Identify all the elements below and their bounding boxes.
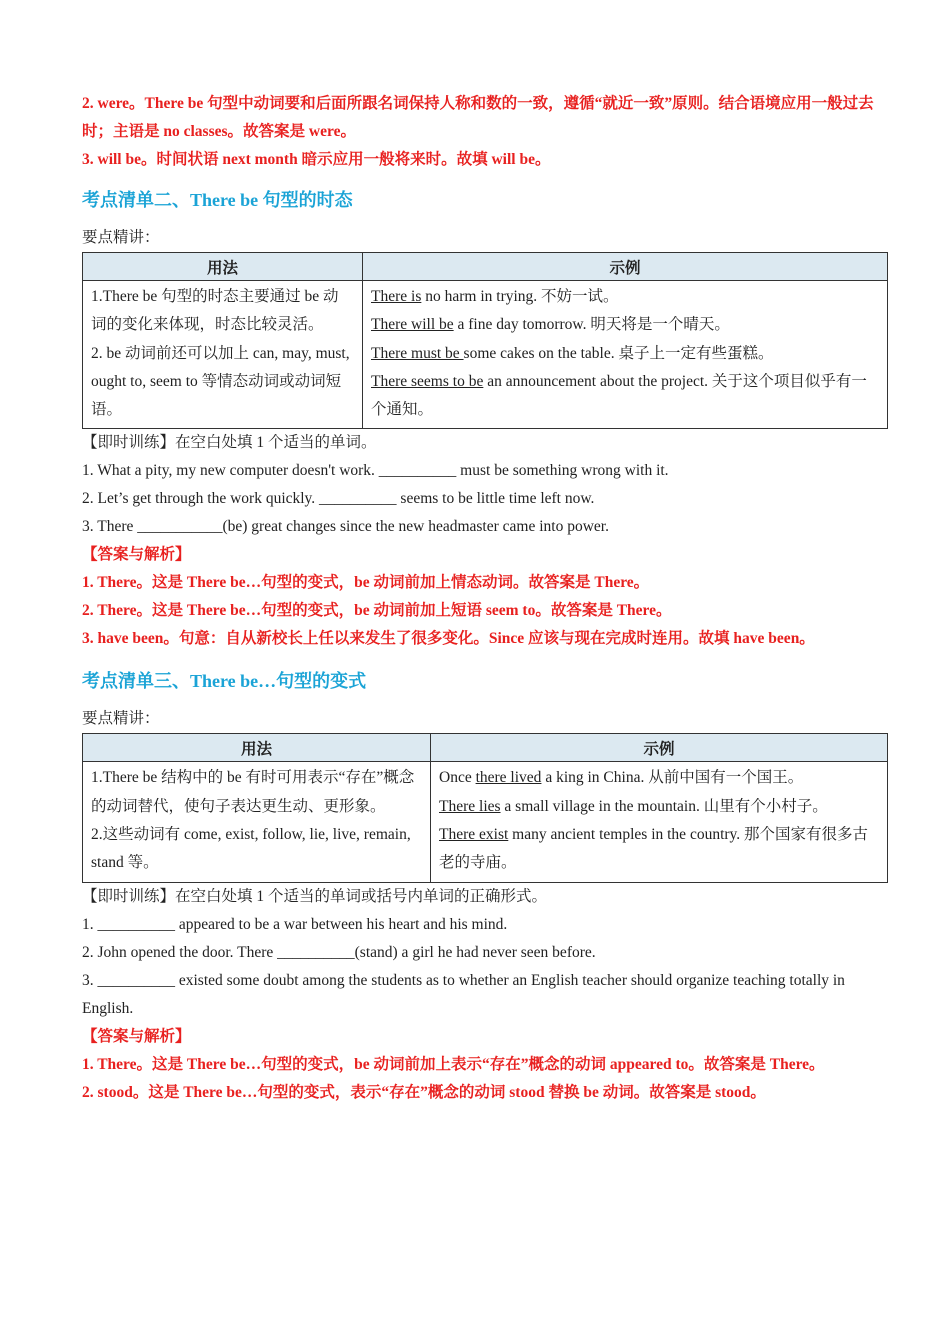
example-text: a fine day tomorrow. 明天将是一个晴天。: [453, 316, 730, 334]
example-underlined: There exist: [439, 826, 509, 844]
example-line: [371, 283, 879, 311]
answer-title: 【答案与解析】: [82, 546, 191, 564]
answer-line: 1. There。这是 There be…句型的变式，be 动词前加上情态动词。故答案是 There。: [82, 574, 650, 592]
practice-item: 1. __________ appeared to be a war between his heart and his mind.: [82, 915, 508, 933]
example-text: a small village in the mountain. 山里有个小村子。: [500, 797, 828, 815]
answer-line: 3. have been。句意：自从新校长上任以来发生了很多变化。Since 应该与现在完成时连用。故填 have been。: [82, 630, 815, 648]
example-cell: [363, 281, 888, 429]
example-cell: [431, 762, 888, 882]
example-text: an announcement about the project. 关于这个项目似乎有一个通知。: [371, 372, 867, 419]
example-underlined: there lived: [475, 769, 542, 787]
example-underlined: There seems to be: [371, 372, 484, 390]
practice-item: 3. __________ existed some doubt among the students as to whether an English teacher should organize teaching totally in English.: [82, 971, 845, 1017]
section2-label: 要点精讲：: [82, 229, 160, 246]
example-text: many ancient temples in the country. 那个国家有很多古老的寺庙。: [439, 826, 869, 872]
usage-cell: [83, 762, 431, 882]
example-column-header: 示例: [431, 734, 888, 762]
answer-line: 2. stood。这是 There be…句型的变式，表示“存在”概念的动词 stood 替换 be 动词。故答案是 stood。: [82, 1083, 766, 1101]
answer-line: 1. There。这是 There be…句型的变式，be 动词前加上表示“存在”概念的动词 appeared to。故答案是 There。: [82, 1055, 825, 1073]
usage-column-header: 用法: [83, 734, 431, 762]
example-text: Once: [439, 769, 476, 787]
usage-text: 1.There be 结构中的 be 有时可用表示“存在”概念的动词替代，使句子表达更生动、更形象。: [91, 769, 415, 815]
section3-table: [82, 733, 888, 882]
example-underlined: There must be: [371, 344, 464, 362]
example-line: [439, 793, 879, 821]
usage-cell: [83, 281, 363, 429]
section2-table: [82, 252, 888, 429]
document-page: [82, 90, 887, 1107]
example-line: [371, 340, 879, 368]
answer-line: 2. were。There be 句型中动词要和后面所跟名词保持人称和数的一致，遵循“就近一致”原则。结合语境应用一般过去时；主语是 no classes。故答案是 were。: [82, 95, 874, 140]
answer-line: 3. will be。时间状语 next month 暗示应用一般将来时。故填 will be。: [82, 151, 551, 168]
example-underlined: There is: [371, 288, 422, 305]
example-column-header: 示例: [363, 253, 888, 281]
practice-item: 1. What a pity, my new computer doesn't work. __________ must be something wrong with it.: [82, 462, 669, 480]
usage-text: 2.这些动词有 come, exist, follow, lie, live, remain, stand 等。: [91, 826, 411, 872]
practice-title: 【即时训练】在空白处填 1 个适当的单词。: [82, 434, 377, 452]
practice-item: 3. There ___________(be) great changes since the new headmaster came into power.: [82, 518, 609, 536]
usage-column-header: 用法: [83, 253, 363, 281]
practice-item: 2. Let’s get through the work quickly. __________ seems to be little time left now.: [82, 490, 595, 508]
example-line: [371, 368, 879, 425]
section3-label: 要点精讲：: [82, 710, 160, 728]
practice-title: 【即时训练】在空白处填 1 个适当的单词或括号内单词的正确形式。: [82, 887, 548, 905]
example-underlined: There will be: [371, 316, 454, 334]
example-text: no harm in trying. 不妨一试。: [421, 288, 619, 305]
section2-heading: 考点清单二、There be 句型的时态: [82, 190, 353, 210]
example-underlined: There lies: [439, 797, 501, 815]
answer-title: 【答案与解析】: [82, 1027, 191, 1045]
section3-heading: 考点清单三、There be…句型的变式: [82, 671, 367, 692]
example-line: [371, 311, 879, 339]
usage-text: 1.There be 句型的时态主要通过 be 动词的变化来体现，时态比较灵活。: [91, 288, 339, 334]
example-line: [439, 764, 879, 792]
example-line: [439, 821, 879, 878]
example-text: a king in China. 从前中国有一个国王。: [541, 769, 804, 787]
usage-text: 2. be 动词前还可以加上 can, may, must, ought to, seem to 等情态动词或动词短语。: [91, 344, 350, 419]
practice-item: 2. John opened the door. There __________(stand) a girl he had never seen before.: [82, 943, 596, 961]
answer-line: 2. There。这是 There be…句型的变式，be 动词前加上短语 seem to。故答案是 There。: [82, 602, 672, 620]
example-text: some cakes on the table. 桌子上一定有些蛋糕。: [463, 344, 774, 362]
